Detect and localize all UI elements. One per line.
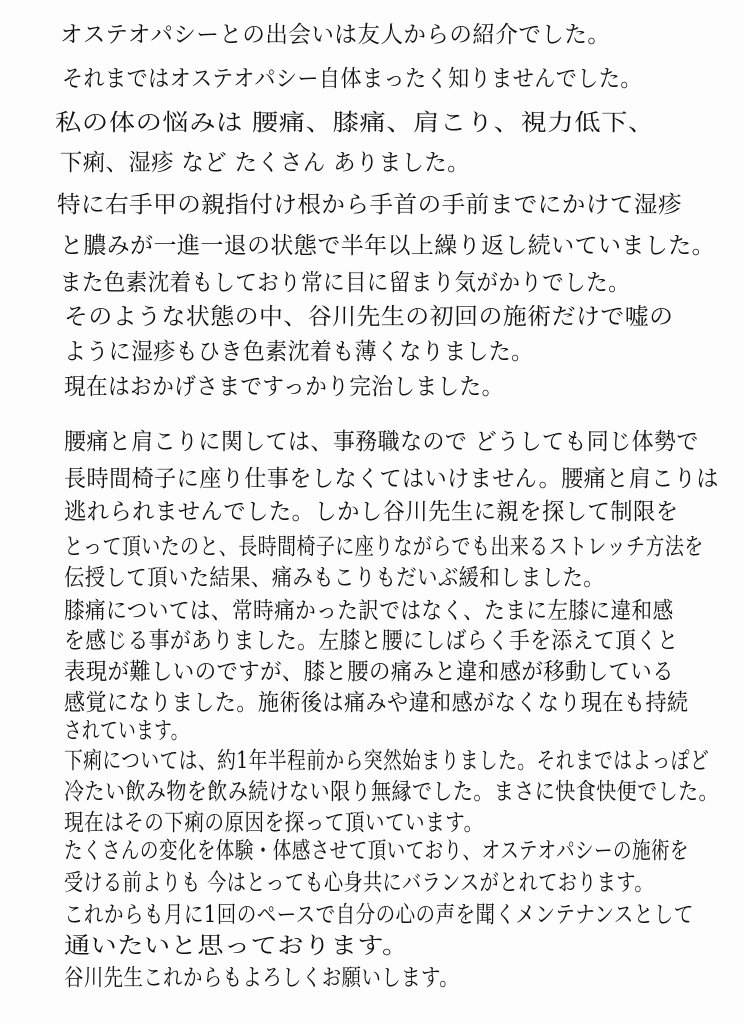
letter-line: 谷川先生これからもよろしくお願いします。 xyxy=(64,965,460,991)
letter-line: とって頂いたのと、長時間椅子に座りながらでも出来るストレッチ方法を xyxy=(64,534,704,560)
letter-line: 伝授して頂いた結果、痛みもこりもだいぶ緩和しました。 xyxy=(64,565,604,591)
letter-line: 現在はおかげさまですっかり完治しました。 xyxy=(64,374,504,400)
letter-line: 膝痛については、常時痛かった訳ではなく、たまに左膝に違和感 xyxy=(64,598,674,624)
letter-line: 感覚になりました。施術後は痛みや違和感がなくなり現在も持続 xyxy=(64,690,689,716)
letter-line: そのような状態の中、谷川先生の初回の施術だけで嘘の xyxy=(64,304,674,330)
letter-line: を感じる事がありました。左膝と腰にしばらく手を添えて頂くと xyxy=(64,628,679,654)
letter-line: 冷たい飲み物を飲み続けない限り無縁でした。まさに快食快便でした。 xyxy=(64,779,719,805)
letter-line: 特に右手甲の親指付け根から手首の手前までにかけて湿疹 xyxy=(57,192,682,218)
letter-line: 逃れられませんでした。しかし谷川先生に親を探して制限を xyxy=(64,499,679,525)
letter-line: たくさんの変化を体験・体感させて頂いており、オステオパシーの施術を xyxy=(64,838,689,864)
letter-line: これからも月に1回のペースで自分の心の声を聞くメンテナンスとして xyxy=(64,902,694,928)
letter-line: されています。 xyxy=(64,718,189,744)
letter-line: と膿みが一進一退の状態で半年以上繰り返し続いていました。 xyxy=(60,233,715,259)
letter-line: 下痢、湿疹 など たくさん ありました。 xyxy=(60,150,470,176)
letter-line: 私の体の悩みは 腰痛、膝痛、肩こり、視力低下、 xyxy=(55,110,655,136)
letter-line: 表現が難しいのですが、膝と腰の痛みと違和感が移動している xyxy=(64,659,674,685)
letter-line: それまではオステオパシー自体まったく知りませんでした。 xyxy=(62,66,642,92)
letter-line: また色素沈着もしており常に目に留まり気がかりでした。 xyxy=(60,270,630,296)
letter-line: 受ける前よりも 今はとっても心身共にバランスがとれております。 xyxy=(64,870,654,896)
letter-line: ように湿疹もひき色素沈着も薄くなりました。 xyxy=(64,339,534,365)
letter-line: 下痢については、約1年半程前から突然始まりました。それまではよっぽど xyxy=(64,748,710,774)
letter-line: オステオパシーとの出会いは友人からの紹介でした。 xyxy=(60,22,611,48)
letter-line: 腰痛と肩こりに関しては、事務職なので どうしても同じ体勢で xyxy=(64,429,699,455)
letter-line: 現在はその下痢の原因を探って頂いています。 xyxy=(64,810,484,836)
letter-line: 長時間椅子に座り仕事をしなくてはいけません。腰痛と肩こりは xyxy=(64,466,719,492)
letter-line: 通いたいと思っております。 xyxy=(64,933,409,959)
